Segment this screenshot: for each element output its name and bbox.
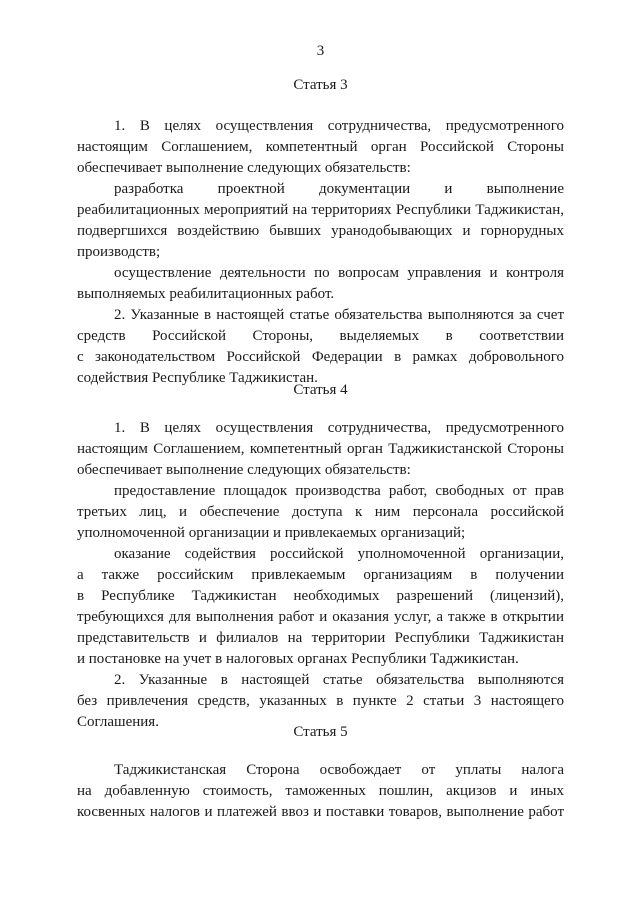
article-3-line: выполняемых реабилитационных работ. — [77, 286, 335, 302]
article-4-line: настоящим Соглашением, компетентный орган Таджикистанской Стороны — [77, 441, 564, 457]
article-4-body — [77, 418, 564, 733]
article-4-line: оказание содействия российской уполномоченной организации, — [114, 546, 564, 562]
article-4-line: предоставление площадок производства работ, свободных от прав — [114, 483, 564, 499]
article-5-line: на добавленную стоимость, таможенных пошлин, акцизов и иных — [77, 783, 564, 799]
article-3-line: разработка проектной документации и выполнение — [114, 181, 564, 197]
article-3-line: средств Российской Стороны, выделяемых в соответствии — [77, 328, 564, 344]
article-4-line: без привлечения средств, указанных в пункте 2 статьи 3 настоящего — [77, 693, 564, 709]
article-4-line: в Республике Таджикистан необходимых разрешений (лицензий), — [77, 588, 564, 604]
article-4-line: и постановке на учет в налоговых органах Республики Таджикистан. — [77, 651, 519, 667]
article-3-line: подвергшихся воздействию бывших уранодобывающих и горнорудных — [77, 223, 564, 239]
article-3-line: содействия Республике Таджикистан. — [77, 370, 318, 386]
article-5-body — [77, 760, 564, 823]
article-4-line: 1. В целях осуществления сотрудничества, предусмотренного — [114, 420, 564, 436]
article-3-line: реабилитационных мероприятий на территориях Республики Таджикистан, — [77, 202, 564, 218]
article-3-line: осуществление деятельности по вопросам управления и контроля — [114, 265, 564, 281]
article-4-line: требующихся для выполнения работ и оказания услуг, а также в открытии — [77, 609, 564, 625]
page-number: 3 — [316, 43, 325, 59]
article-3-line: с законодательством Российской Федерации в рамках добровольного — [77, 349, 564, 365]
article-4-line: 2. Указанные в настоящей статье обязательства выполняются — [114, 672, 564, 688]
article-4-heading: Статья 4 — [293, 382, 348, 398]
article-4-line: третьих лиц, и обеспечение доступа к ним персонала российской — [77, 504, 564, 520]
article-4-line: уполномоченной организации и привлекаемых организаций; — [77, 525, 466, 541]
article-4-line: представительств и филиалов на территории Республики Таджикистан — [77, 630, 564, 646]
article-3-line: настоящим Соглашением, компетентный орган Российской Стороны — [77, 139, 564, 155]
article-4-line: Соглашения. — [77, 714, 159, 730]
article-3-line: 1. В целях осуществления сотрудничества, предусмотренного — [114, 118, 564, 134]
article-5-line: Таджикистанская Сторона освобождает от уплаты налога — [114, 762, 564, 778]
article-4-line: обеспечивает выполнение следующих обязательств: — [77, 462, 411, 478]
article-5-heading: Статья 5 — [293, 724, 348, 740]
article-3-body — [77, 116, 564, 389]
article-4-line: а также российским привлекаемым организациям в получении — [77, 567, 564, 583]
article-3-heading: Статья 3 — [293, 77, 348, 93]
article-3-line: 2. Указанные в настоящей статье обязательства выполняются за счет — [114, 307, 564, 323]
article-3-line: обеспечивает выполнение следующих обязательств: — [77, 160, 411, 176]
article-3-line: производств; — [77, 244, 161, 260]
article-5-line: косвенных налогов и платежей ввоз и поставки товаров, выполнение работ — [77, 804, 564, 820]
